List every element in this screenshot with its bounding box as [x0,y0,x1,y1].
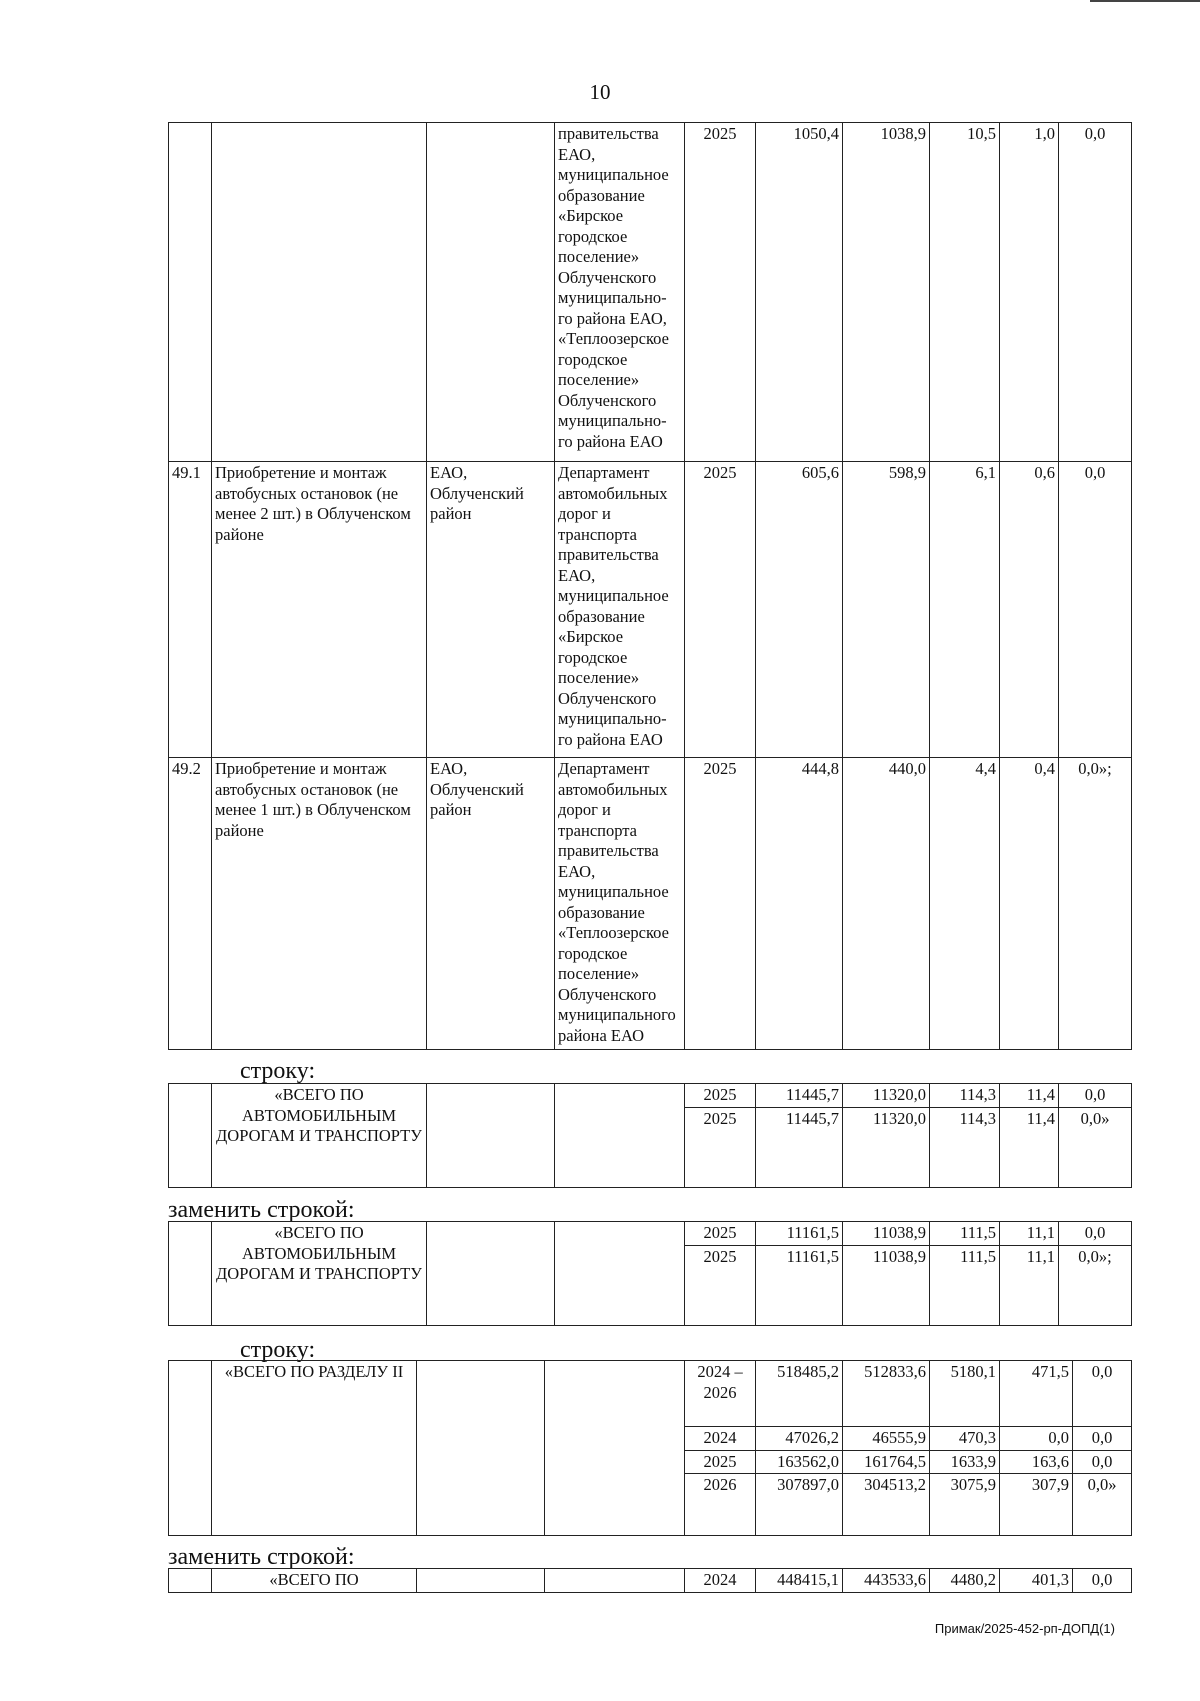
regional-budget: 3075,9 [930,1474,1000,1536]
other-sources: 0,0» [1059,1108,1132,1188]
executor: Департамент автомобильных дорог и транспорта правительства ЕАО, муниципальное образование «Бирское городское поселение» Облученского муниципально- го района ЕАО [555,462,685,758]
regional-budget: 114,3 [930,1084,1000,1108]
other-sources: 0,0 [1073,1450,1132,1474]
total: 448415,1 [756,1569,843,1593]
other-sources: 0,0 [1073,1427,1132,1451]
territory [427,123,555,462]
other-sources: 0,0 [1073,1569,1132,1593]
federal-budget: 161764,5 [843,1450,930,1474]
row-number: 49.1 [169,462,212,758]
total-title: «ВСЕГО ПО АВТОМОБИЛЬНЫМ ДОРОГАМ И ТРАНСПОРТУ [212,1222,427,1326]
table-row [169,1222,1132,1246]
total: 11445,7 [756,1108,843,1188]
municipal-budget: 1,0 [1000,123,1059,462]
row-number: 49.2 [169,758,212,1050]
total-roads-table-old [168,1083,1132,1188]
total-title: «ВСЕГО ПО АВТОМОБИЛЬНЫМ ДОРОГАМ И ТРАНСПОРТУ [212,1084,427,1188]
regional-budget: 5180,1 [930,1361,1000,1427]
federal-budget: 598,9 [843,462,930,758]
regional-budget: 6,1 [930,462,1000,758]
executor [555,1222,685,1326]
executor: правительства ЕАО, муниципальное образование «Бирское городское поселение» Облученского муниципально- го района ЕАО, «Теплоозерское городское поселение» Облученского муниципально- го района ЕАО [555,123,685,462]
other-sources: 0,0 [1059,1222,1132,1246]
municipal-budget: 307,9 [1000,1474,1073,1536]
year: 2025 [685,1084,756,1108]
measure-name: Приобретение и монтаж автобусных остановок (не менее 1 шт.) в Облученском районе [212,758,427,1050]
municipal-budget: 401,3 [1000,1569,1073,1593]
year: 2025 [685,123,756,462]
municipal-budget: 11,1 [1000,1246,1059,1326]
year: 2024 – 2026 [685,1361,756,1427]
year: 2025 [685,1450,756,1474]
total: 47026,2 [756,1427,843,1451]
year: 2025 [685,462,756,758]
regional-budget: 1633,9 [930,1450,1000,1474]
municipal-budget: 471,5 [1000,1361,1073,1427]
municipal-budget: 163,6 [1000,1450,1073,1474]
federal-budget: 440,0 [843,758,930,1050]
territory [417,1361,545,1536]
executor [555,1084,685,1188]
total-roads-table-new [168,1221,1132,1326]
year: 2025 [685,1108,756,1188]
other-sources: 0,0» [1073,1474,1132,1536]
territory [427,1084,555,1188]
total: 11445,7 [756,1084,843,1108]
regional-budget: 4480,2 [930,1569,1000,1593]
municipal-budget: 0,6 [1000,462,1059,758]
federal-budget: 304513,2 [843,1474,930,1536]
total: 11161,5 [756,1246,843,1326]
regional-budget: 470,3 [930,1427,1000,1451]
row-number [169,1569,212,1593]
federal-budget: 11320,0 [843,1108,930,1188]
measure-name: Приобретение и монтаж автобусных остановок (не менее 2 шт.) в Облученском районе [212,462,427,758]
document-footer: Примак/2025-452-рп-ДОПД(1) [934,1621,1115,1636]
federal-budget: 443533,6 [843,1569,930,1593]
measure-name [212,123,427,462]
year: 2025 [685,1222,756,1246]
table-row [169,123,1132,462]
year: 2024 [685,1569,756,1593]
federal-budget: 11038,9 [843,1222,930,1246]
table-row [169,1569,1132,1593]
other-sources: 0,0 [1059,123,1132,462]
table-row [169,758,1132,1050]
caption-row: строку: [240,1058,316,1084]
executor [545,1569,685,1593]
table-row [169,462,1132,758]
row-number [169,1084,212,1188]
total: 605,6 [756,462,843,758]
total: 518485,2 [756,1361,843,1427]
total: 1050,4 [756,123,843,462]
regional-budget: 10,5 [930,123,1000,462]
other-sources: 0,0»; [1059,1246,1132,1326]
total: 163562,0 [756,1450,843,1474]
territory: ЕАО, Облученский район [427,462,555,758]
year: 2026 [685,1474,756,1536]
territory [417,1569,545,1593]
other-sources: 0,0 [1073,1361,1132,1427]
municipal-budget: 11,4 [1000,1108,1059,1188]
total-title: «ВСЕГО ПО [212,1569,417,1593]
table-row [169,1361,1132,1427]
total: 11161,5 [756,1222,843,1246]
territory: ЕАО, Облученский район [427,758,555,1050]
municipal-budget: 0,4 [1000,758,1059,1050]
federal-budget: 46555,9 [843,1427,930,1451]
year: 2024 [685,1427,756,1451]
regional-budget: 111,5 [930,1222,1000,1246]
executor: Департамент автомобильных дорог и транспорта правительства ЕАО, муниципальное образование «Теплоозерское городское поселение» Облученского муниципального района ЕАО [555,758,685,1050]
other-sources: 0,0 [1059,462,1132,758]
year: 2025 [685,758,756,1050]
page-number: 10 [589,80,611,104]
municipal-budget: 11,1 [1000,1222,1059,1246]
regional-budget: 114,3 [930,1108,1000,1188]
municipal-budget: 11,4 [1000,1084,1059,1108]
other-sources: 0,0»; [1059,758,1132,1050]
main-table [168,122,1132,1050]
row-number [169,1222,212,1326]
federal-budget: 512833,6 [843,1361,930,1427]
municipal-budget: 0,0 [1000,1427,1073,1451]
federal-budget: 1038,9 [843,123,930,462]
top-edge-line [1090,0,1200,2]
row-number [169,123,212,462]
total-section-table-old [168,1360,1132,1536]
regional-budget: 4,4 [930,758,1000,1050]
caption-replace: заменить строкой: [168,1197,355,1223]
federal-budget: 11038,9 [843,1246,930,1326]
row-number [169,1361,212,1536]
caption-replace: заменить строкой: [168,1544,355,1570]
total-title: «ВСЕГО ПО РАЗДЕЛУ II [212,1361,417,1536]
total: 307897,0 [756,1474,843,1536]
table-row [169,1084,1132,1108]
federal-budget: 11320,0 [843,1084,930,1108]
year: 2025 [685,1246,756,1326]
caption-row: строку: [240,1337,316,1363]
territory [427,1222,555,1326]
total-section-table-new [168,1568,1132,1593]
total: 444,8 [756,758,843,1050]
other-sources: 0,0 [1059,1084,1132,1108]
regional-budget: 111,5 [930,1246,1000,1326]
executor [545,1361,685,1536]
